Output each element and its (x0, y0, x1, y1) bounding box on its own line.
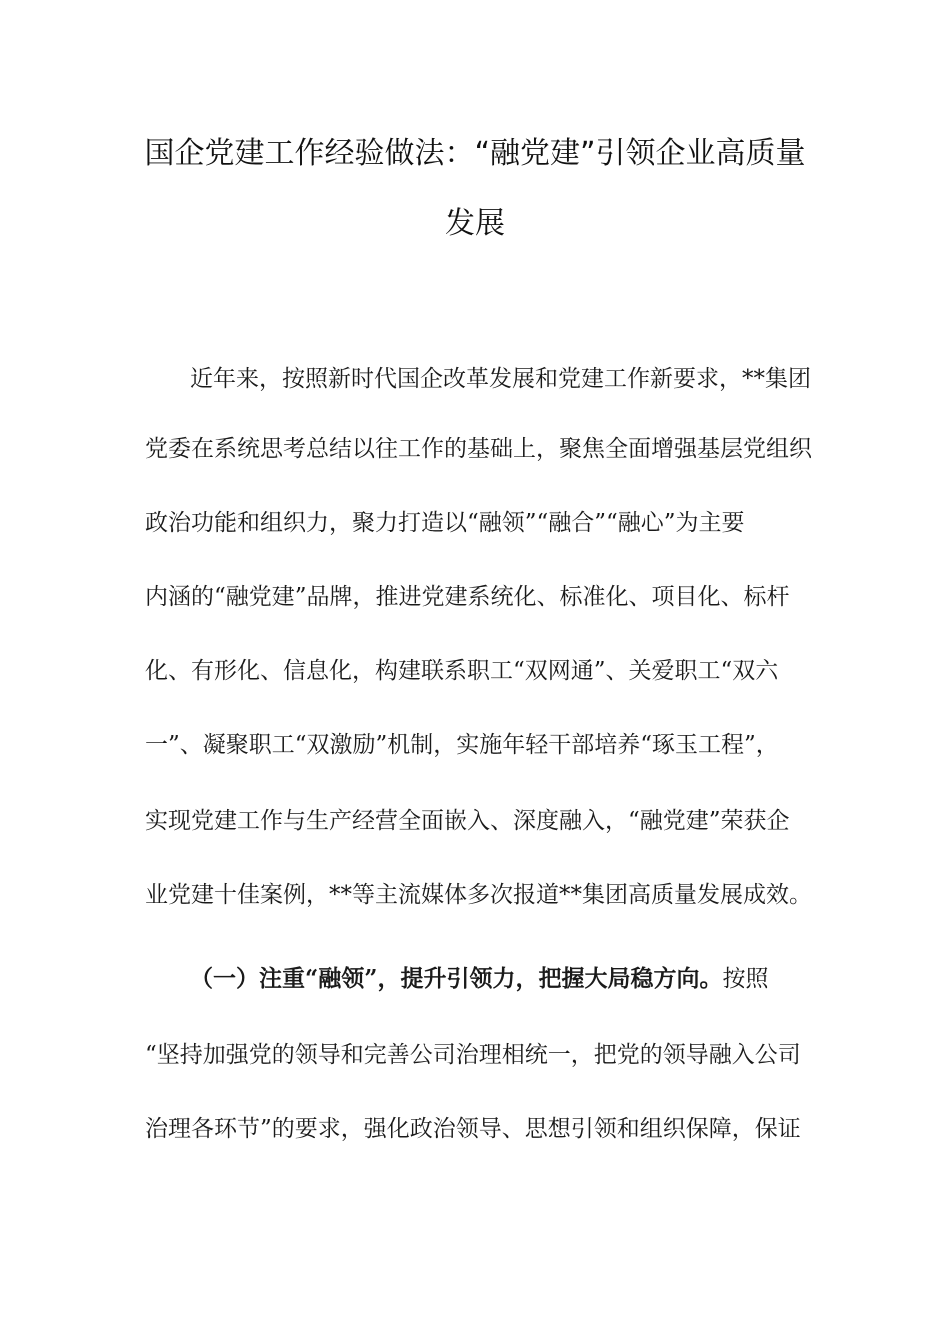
paragraph-line: 化、有形化、信息化，构建联系职工“双网通”、关爱职工“双六 (145, 658, 779, 684)
paragraph-line: 治理各环节”的要求，强化政治领导、思想引领和组织保障，保证 (145, 1116, 801, 1142)
paragraph-line: 内涵的“融党建”品牌，推进党建系统化、标准化、项目化、标杆 (145, 584, 790, 610)
document-title-line-2: 发展 (445, 206, 505, 241)
paragraph-line: 党委在系统思考总结以往工作的基础上，聚焦全面增强基层党组织 (145, 436, 812, 462)
section-heading-line (190, 964, 850, 994)
paragraph-line: “坚持加强党的领导和完善公司治理相统一，把党的领导融入公司 (145, 1042, 801, 1068)
paragraph-line: 一”、凝聚职工“双激励”机制，实施年轻干部培养“琢玉工程”， (145, 732, 779, 758)
paragraph-line: 实现党建工作与生产经营全面嵌入、深度融入，“融党建”荣获企 (145, 808, 790, 834)
document-title-line-1: 国企党建工作经验做法：“融党建”引领企业高质量 (144, 136, 806, 171)
section-heading-tail: 按照 (722, 966, 769, 992)
section-heading: （一）注重“融领”，提升引领力，把握大局稳方向。 (190, 965, 723, 992)
paragraph-line: 政治功能和组织力，聚力打造以“融领”“融合”“融心”为主要 (145, 510, 745, 536)
paragraph-line: 业党建十佳案例，**等主流媒体多次报道**集团高质量发展成效。 (145, 882, 812, 908)
paragraph-line: 近年来，按照新时代国企改革发展和党建工作新要求，**集团 (190, 366, 811, 392)
